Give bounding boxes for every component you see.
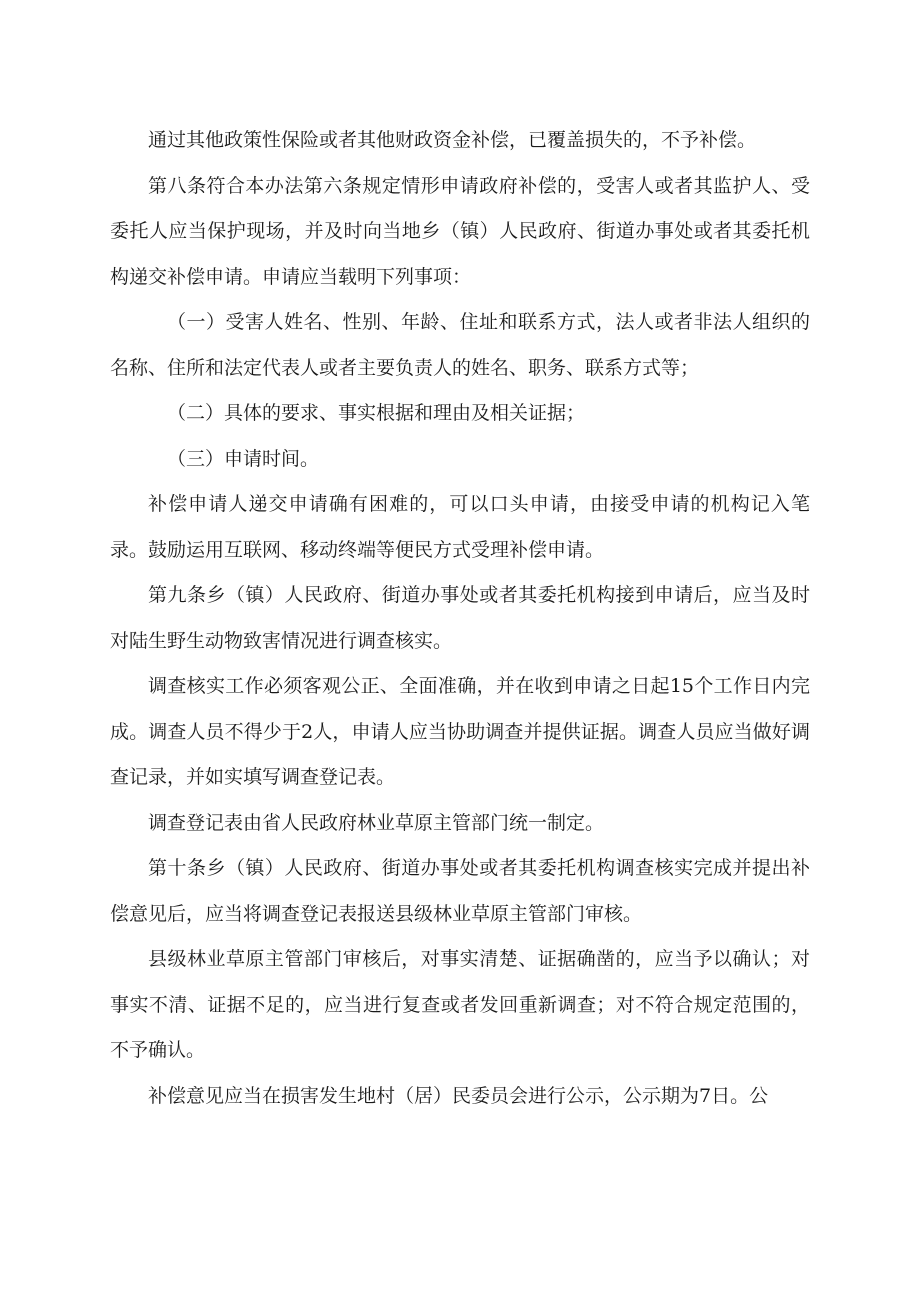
document-body: [110, 118, 810, 1119]
paragraph-publicity: 补偿意见应当在损害发生地村（居）民委员会进行公示，公示期为7日。公: [148, 1084, 769, 1107]
paragraph-item-3: （三）申请时间。: [167, 447, 320, 470]
paragraph-registration-form: 调查登记表由省人民政府林业草原主管部门统一制定。: [148, 811, 605, 834]
paragraph-no-compensation-covered: 通过其他政策性保险或者其他财政资金补偿，已覆盖损失的，不予补偿。: [148, 129, 757, 151]
paragraph-oral-application: 补偿申请人递交申请确有困难的，可以口头申请，由接受申请的机构记入笔录。鼓励运用互联网、移动终端等便民方式受理补偿申请。: [110, 493, 810, 561]
paragraph-county-review: 县级林业草原主管部门审核后，对事实清楚、证据确凿的，应当予以确认；对事实不清、证据不足的，应当进行复查或者发回重新调查；对不符合规定范围的，不予确认。: [110, 948, 810, 1061]
paragraph-article-8: 第八条符合本办法第六条规定情形申请政府补偿的，受害人或者其监护人、受委托人应当保护现场，并及时向当地乡（镇）人民政府、街道办事处或者其委托机构递交补偿申请。申请应当载明下列事项：: [110, 174, 810, 288]
paragraph-item-1: （一）受害人姓名、性别、年龄、住址和联系方式，法人或者非法人组织的名称、住所和法定代表人或者主要负责人的姓名、职务、联系方式等；: [110, 311, 810, 379]
paragraph-article-10: 第十条乡（镇）人民政府、街道办事处或者其委托机构调查核实完成并提出补偿意见后，应当将调查登记表报送县级林业草原主管部门审核。: [110, 857, 810, 925]
paragraph-item-2: （二）具体的要求、事实根据和理由及相关证据；: [167, 402, 586, 424]
paragraph-investigation-requirements: 调查核实工作必须客观公正、全面准确，并在收到申请之日起15个工作日内完成。调查人员不得少于2人，申请人应当协助调查并提供证据。调查人员应当做好调查记录，并如实填写调查登记表。: [110, 675, 810, 788]
paragraph-article-9: 第九条乡（镇）人民政府、街道办事处或者其委托机构接到申请后，应当及时对陆生野生动物致害情况进行调查核实。: [110, 584, 810, 652]
